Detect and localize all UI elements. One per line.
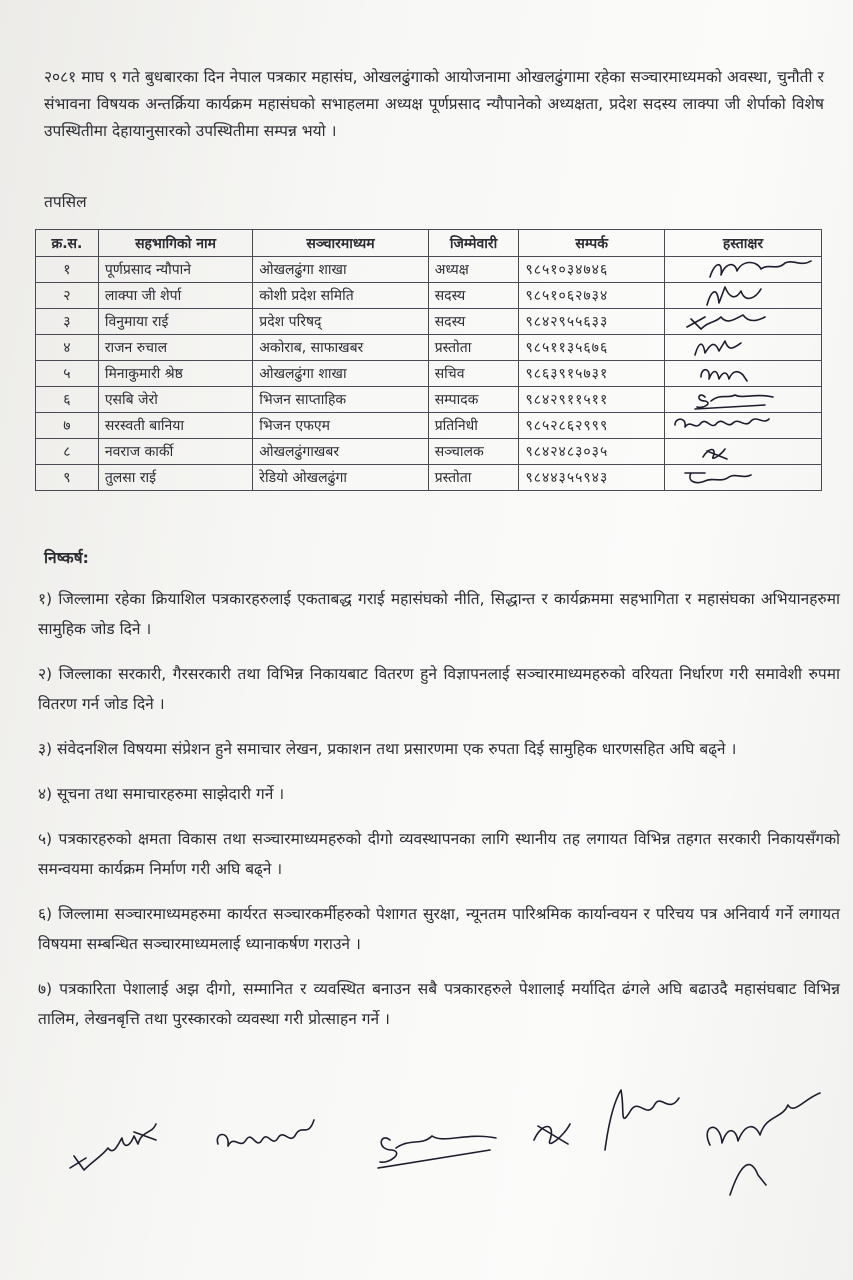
signature-scribble [370,1110,510,1180]
cell-name: लाक्पा जी शेर्पा [98,283,252,309]
header-media: सञ्चारमाध्यम [253,230,428,257]
signature-scribble [665,335,821,360]
header-contact: सम्पर्क [519,230,665,257]
cell-sn: ९ [36,465,99,491]
conclusion-point: १) जिल्लामा रहेका क्रियाशिल पत्रकारहरुलाई एकताबद्ध गराई महासंघको नीति, सिद्धान्त र कार्यक्रममा सहभागिता र महासंघका अभियानहरुमा सामुहिक जोड दिने । [38,590,840,638]
cell-role: सचिव [428,361,519,387]
conclusion-point: ६) जिल्लामा सञ्चारमाध्यमहरुमा कार्यरत सञ्चारकर्मीहरुको पेशागत सुरक्षा, न्यूनतम पारिश्रमिक कार्यान्वयन र परिचय पत्र अनिवार्य गर्ने लगायत विषयमा सम्बन्धित सञ्चारमाध्यमलाई ध्यानाकर्षण गराउने । [38,905,840,953]
cell-media: प्रदेश परिषद् [253,309,428,335]
cell-role: सम्पादक [428,387,519,413]
table-row [36,309,822,335]
cell-signature [664,387,821,413]
cell-phone: ९८६३९१५७३१ [519,361,665,387]
conclusion-point: ७) पत्रकारिता पेशालाई अझ दीगो, सम्मानित र व्यवस्थित बनाउन सबै पत्रकारहरुले पेशालाई मर्यादित ढंगले अघि बढाउदै महासंघबाट विभिन्न तालिम, लेखनबृत्ति तथा पुरस्कारको व्यवस्था गरी प्रोत्साहन गर्ने । [38,980,840,1028]
cell-media: ओखलढुंगा शाखा [253,361,428,387]
conclusion-point: ५) पत्रकारहरुको क्षमता विकास तथा सञ्चारमाध्यमहरुको दीगो व्यवस्थापनका लागि स्थानीय तह लगायत विभिन्न तहगत सरकारी निकायसँगको समन्वयमा कार्यक्रम निर्माण गरी अघि बढ्ने । [38,830,840,878]
cell-name: राजन रुचाल [98,335,252,361]
cell-signature [664,257,821,283]
cell-name: मिनाकुमारी श्रेष्ठ [98,361,252,387]
conclusion-point: ४) सूचना तथा समाचारहरुमा साझेदारी गर्ने । [38,785,285,803]
cell-signature [664,283,821,309]
signature-scribble [690,1085,840,1205]
bottom-signatures [0,1080,853,1280]
cell-role: प्रतिनिधी [428,413,519,439]
signature-scribble [665,387,821,412]
cell-signature [664,413,821,439]
cell-name: तुलसा राई [98,465,252,491]
signature-scribble [520,1100,590,1160]
cell-signature [664,439,821,465]
intro-paragraph: २०८१ माघ ९ गते बुधबारका दिन नेपाल पत्रकार महासंघ, ओखलढुंगाको आयोजनामा ओखलढुंगामा रहेका सञ्चारमाध्यमको अवस्था, चुनौती र संभावना विषयक अन्तर्क्रिया कार्यक्रम महासंघको सभाहलमा अध्यक्ष पूर्णप्रसाद न्यौपानेको अध्यक्षता, प्रदेश सदस्य लाक्पा जी शेर्पाको विशेष उपस्थितीमा देहायानुसारको उपस्थितीमा सम्पन्न भयो । [44,68,824,140]
cell-sn: ६ [36,387,99,413]
signature-scribble [665,439,821,464]
signature-scribble [210,1110,330,1170]
signature-scribble [585,1080,695,1170]
cell-phone: ९८५११३५६७६ [519,335,665,361]
cell-media: ओखलढुंगाखबर [253,439,428,465]
conclusion-point: ३) संवेदनशिल विषयमा संप्रेशन हुने समाचार लेखन, प्रकाशन तथा प्रसारणमा एक रुपता दिई सामुहिक धारणसहित अघि बढ्ने । [38,740,737,758]
cell-phone: ९८५१०३४७४६ [519,257,665,283]
signature-scribble [665,465,821,490]
header-role: जिम्मेवारी [428,230,519,257]
cell-name: पूर्णप्रसाद न्यौपाने [98,257,252,283]
cell-media: कोशी प्रदेश समिति [253,283,428,309]
signature-scribble [665,283,821,308]
signature-scribble [665,309,821,334]
cell-signature [664,361,821,387]
conclusion-list [38,584,840,1049]
table-row [36,413,822,439]
attendance-table [35,229,822,491]
signature-scribble [64,1110,194,1190]
table-row [36,361,822,387]
cell-media: रेडियो ओखलढुंगा [253,465,428,491]
signature-scribble [665,413,821,438]
cell-phone: ९८४२४८३०३५ [519,439,665,465]
cell-phone: ९८४२९११५११ [519,387,665,413]
signature-scribble [665,257,821,282]
cell-name: एसबि जेरो [98,387,252,413]
cell-phone: ९८५२८६२९९९ [519,413,665,439]
cell-name: नवराज कार्की [98,439,252,465]
cell-role: प्रस्तोता [428,465,519,491]
cell-name: सरस्वती बानिया [98,413,252,439]
table-row [36,283,822,309]
cell-sn: २ [36,283,99,309]
cell-phone: ९८४४३५५९४३ [519,465,665,491]
cell-media: भिजन एफएम [253,413,428,439]
table-row [36,439,822,465]
conclusion-point: २) जिल्लाका सरकारी, गैरसरकारी तथा विभिन्न निकायबाट वितरण हुने विज्ञापनलाई सञ्चारमाध्यमहरुको वरियता निर्धारण गरी समावेशी रुपमा वितरण गर्न जोड दिने । [38,665,840,713]
signature-scribble [665,361,821,386]
cell-sn: ४ [36,335,99,361]
cell-signature [664,465,821,491]
cell-role: सदस्य [428,309,519,335]
cell-role: सञ्चालक [428,439,519,465]
table-header-row [36,230,822,257]
header-name: सहभागिको नाम [98,230,252,257]
cell-name: विनुमाया राई [98,309,252,335]
conclusion-title: निष्कर्ष: [44,549,89,567]
cell-role: प्रस्तोता [428,335,519,361]
cell-role: सदस्य [428,283,519,309]
cell-sn: १ [36,257,99,283]
cell-media: ओखलढुंगा शाखा [253,257,428,283]
cell-phone: ९८४२९५५६३३ [519,309,665,335]
cell-media: अकोराब, साफाखबर [253,335,428,361]
table-row [36,257,822,283]
cell-sn: ३ [36,309,99,335]
cell-media: भिजन साप्ताहिक [253,387,428,413]
header-signature: हस्ताक्षर [664,230,821,257]
cell-signature [664,309,821,335]
cell-sn: ७ [36,413,99,439]
tapasil-heading: तपसिल [44,193,87,211]
table-row [36,465,822,491]
cell-signature [664,335,821,361]
cell-sn: ५ [36,361,99,387]
table-row [36,335,822,361]
table-row [36,387,822,413]
cell-phone: ९८५१०६२७३४ [519,283,665,309]
header-sn: क्र.स. [36,230,99,257]
cell-sn: ८ [36,439,99,465]
cell-role: अध्यक्ष [428,257,519,283]
